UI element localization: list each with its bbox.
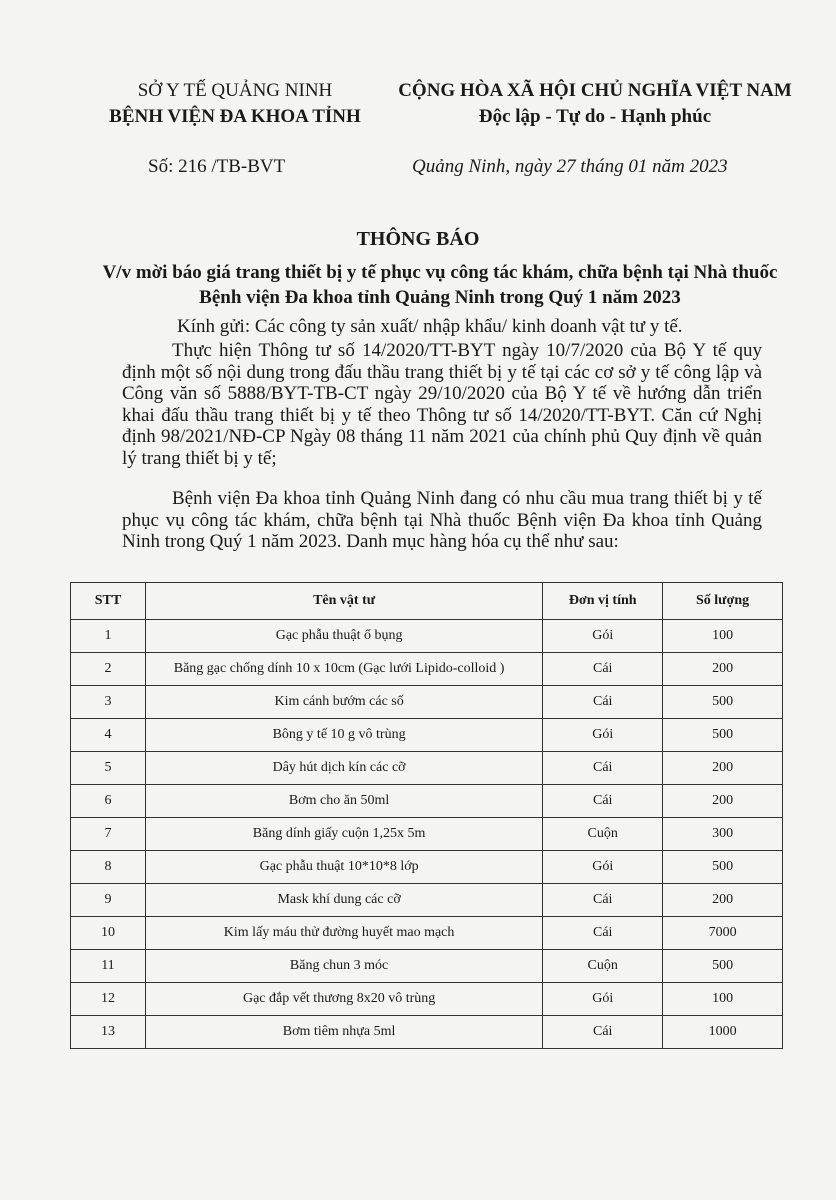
cell-unit: Gói <box>543 851 663 884</box>
cell-unit: Cuộn <box>543 818 663 851</box>
cell-stt: 11 <box>71 950 146 983</box>
cell-stt: 1 <box>71 620 146 653</box>
cell-unit: Gói <box>543 983 663 1016</box>
document-subject: V/v mời báo giá trang thiết bị y tế phục vụ công tác khám, chữa bệnh tại Nhà thuốc Bệnh viện Đa khoa tỉnh Quảng Ninh trong Quý 1 năm 2023 <box>102 262 778 308</box>
cell-quantity: 500 <box>663 950 783 983</box>
header-unit: Đơn vị tính <box>543 583 663 620</box>
table-header-row <box>71 583 783 620</box>
cell-quantity: 200 <box>663 884 783 917</box>
table-row <box>71 983 783 1016</box>
header-quantity: Số lượng <box>663 583 783 620</box>
cell-stt: 13 <box>71 1016 146 1049</box>
table-row <box>71 950 783 983</box>
issuer-department: SỞ Y TẾ QUẢNG NINH <box>137 80 333 101</box>
cell-item-name: Băng dính giấy cuộn 1,25x 5m <box>145 818 542 851</box>
cell-quantity: 500 <box>663 851 783 884</box>
cell-unit: Gói <box>543 719 663 752</box>
cell-stt: 6 <box>71 785 146 818</box>
cell-stt: 2 <box>71 653 146 686</box>
table-row <box>71 653 783 686</box>
cell-item-name: Băng chun 3 móc <box>145 950 542 983</box>
cell-stt: 4 <box>71 719 146 752</box>
header-item-name: Tên vật tư <box>145 583 542 620</box>
table-row <box>71 719 783 752</box>
cell-unit: Cái <box>543 686 663 719</box>
cell-unit: Cái <box>543 653 663 686</box>
cell-quantity: 500 <box>663 686 783 719</box>
cell-unit: Cái <box>543 1016 663 1049</box>
cell-quantity: 100 <box>663 983 783 1016</box>
table-row <box>71 851 783 884</box>
cell-item-name: Bông y tế 10 g vô trùng <box>145 719 542 752</box>
cell-quantity: 1000 <box>663 1016 783 1049</box>
cell-unit: Cái <box>543 917 663 950</box>
cell-quantity: 200 <box>663 785 783 818</box>
cell-item-name: Gạc đắp vết thương 8x20 vô trùng <box>145 983 542 1016</box>
national-motto-block <box>360 78 830 130</box>
cell-quantity: 200 <box>663 653 783 686</box>
table-row <box>71 818 783 851</box>
cell-item-name: Bơm tiêm nhựa 5ml <box>145 1016 542 1049</box>
cell-unit: Cuộn <box>543 950 663 983</box>
cell-quantity: 200 <box>663 752 783 785</box>
cell-quantity: 500 <box>663 719 783 752</box>
cell-stt: 12 <box>71 983 146 1016</box>
cell-unit: Cái <box>543 752 663 785</box>
table-row <box>71 686 783 719</box>
table-row <box>71 917 783 950</box>
paragraph-request: Bệnh viện Đa khoa tỉnh Quảng Ninh đang có nhu cầu mua trang thiết bị y tế phục vụ công tác khám, chữa bệnh tại Nhà thuốc Bệnh viện Đa khoa tỉnh Quảng Ninh trong Quý 1 năm 2023. Danh mục hàng hóa cụ thể như sau: <box>122 488 762 552</box>
issuer-hospital: BỆNH VIỆN ĐA KHOA TỈNH <box>109 106 361 127</box>
table-row <box>71 620 783 653</box>
cell-stt: 10 <box>71 917 146 950</box>
document-number: Số: 216 /TB-BVT <box>148 156 286 177</box>
cell-item-name: Dây hút dịch kín các cỡ <box>145 752 542 785</box>
cell-item-name: Gạc phẫu thuật ổ bụng <box>145 620 542 653</box>
cell-unit: Gói <box>543 620 663 653</box>
items-table <box>70 582 783 1049</box>
cell-item-name: Kim lấy máu thử đường huyết mao mạch <box>145 917 542 950</box>
cell-item-name: Băng gạc chống dính 10 x 10cm (Gạc lưới Lipido-colloid ) <box>145 653 542 686</box>
paragraph-legal-basis: Thực hiện Thông tư số 14/2020/TT-BYT ngày 10/7/2020 của Bộ Y tế quy định một số nội dung trong đấu thầu trang thiết bị y tế tại các cơ sở y tế công lập và Công văn số 5888/BYT-TB-CT ngày 29/10/2020 của Bộ Y tế về hướng dẫn triển khai đấu thầu trang thiết bị y tế theo Thông tư số 14/2020/TT-BYT. Căn cứ Nghị định 98/2021/NĐ-CP Ngày 08 tháng 11 năm 2021 của chính phủ Quy định về quản lý trang thiết bị y tế; <box>122 340 762 469</box>
cell-stt: 7 <box>71 818 146 851</box>
national-motto: Độc lập - Tự do - Hạnh phúc <box>478 106 712 127</box>
cell-item-name: Mask khí dung các cỡ <box>145 884 542 917</box>
cell-quantity: 300 <box>663 818 783 851</box>
issuer-block <box>70 78 400 130</box>
cell-unit: Cái <box>543 884 663 917</box>
table-row <box>71 1016 783 1049</box>
country-name: CỘNG HÒA XÃ HỘI CHỦ NGHĨA VIỆT NAM <box>398 80 792 101</box>
table-row <box>71 884 783 917</box>
cell-item-name: Bơm cho ăn 50ml <box>145 785 542 818</box>
cell-stt: 3 <box>71 686 146 719</box>
header-stt: STT <box>71 583 146 620</box>
cell-quantity: 7000 <box>663 917 783 950</box>
cell-unit: Cái <box>543 785 663 818</box>
cell-quantity: 100 <box>663 620 783 653</box>
document-date: Quảng Ninh, ngày 27 tháng 01 năm 2023 <box>412 156 728 177</box>
cell-item-name: Gạc phẫu thuật 10*10*8 lớp <box>145 851 542 884</box>
greeting: Kính gửi: Các công ty sản xuất/ nhập khẩu/ kinh doanh vật tư y tế. <box>177 316 683 337</box>
document-title: THÔNG BÁO <box>356 228 480 250</box>
cell-item-name: Kim cánh bướm các số <box>145 686 542 719</box>
cell-stt: 8 <box>71 851 146 884</box>
cell-stt: 5 <box>71 752 146 785</box>
table-row <box>71 752 783 785</box>
cell-stt: 9 <box>71 884 146 917</box>
table-row <box>71 785 783 818</box>
